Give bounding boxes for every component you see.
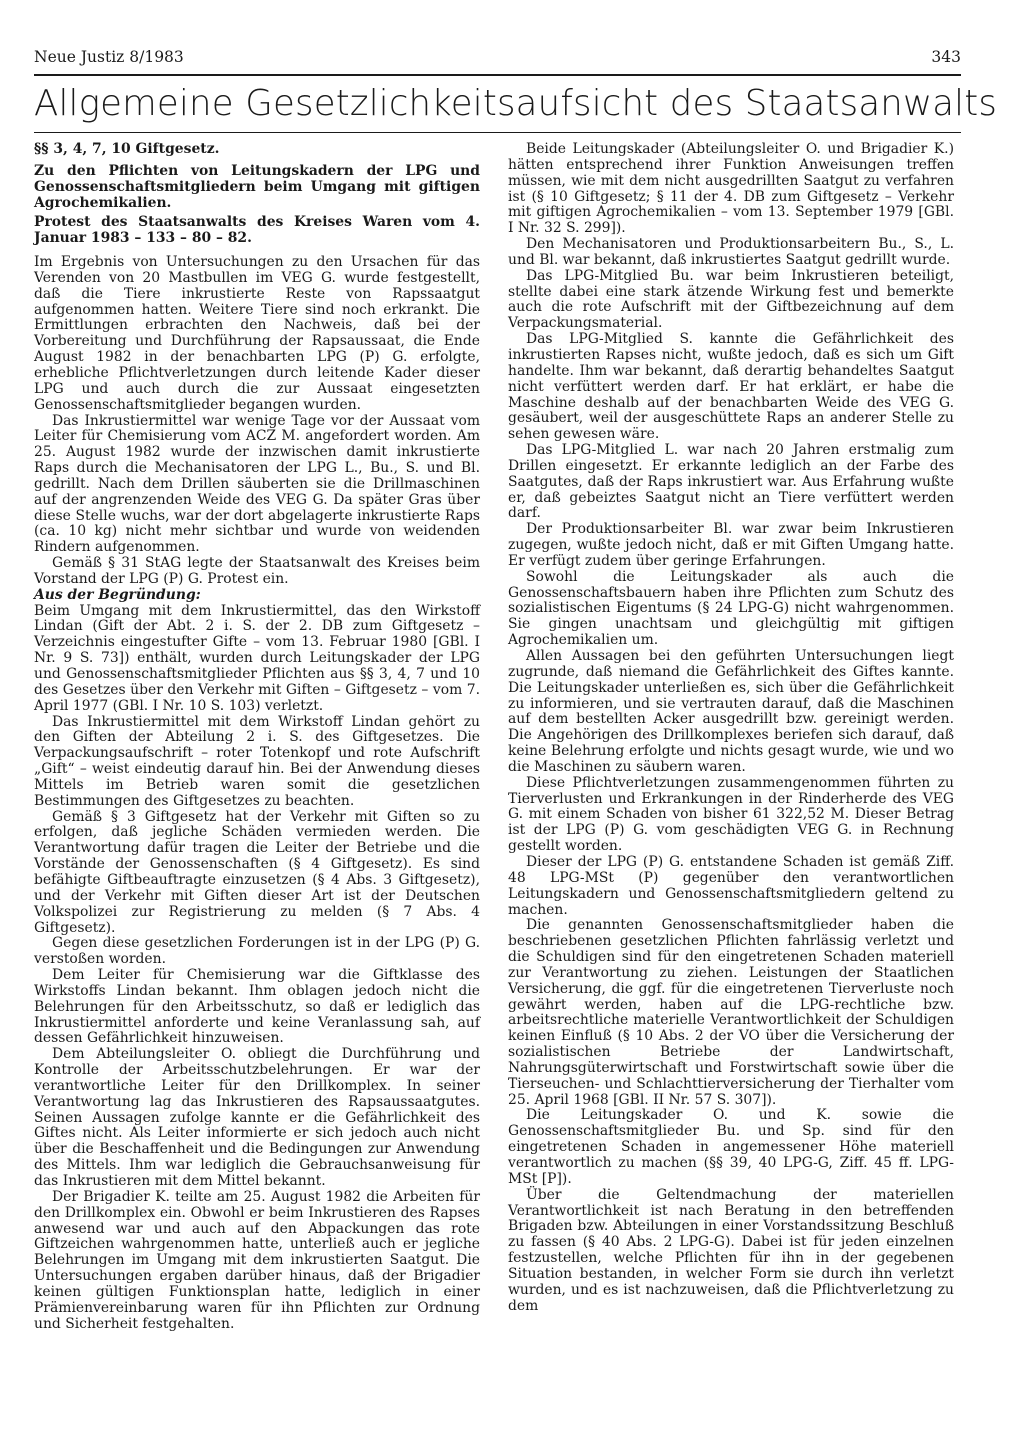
journal-issue: Neue Justiz 8/1983 — [34, 48, 184, 66]
body-paragraph: Das LPG-Mitglied S. kannte die Gefährlichkeit des inkrustierten Rapses nicht, wußte jedoch, daß es sich um Gift handelte. Ihm war bekannt, daß derartig behandeltes Saatgut nicht verfüttert werden darf. Er hat erklärt, er habe die Maschine deshalb auf der benachbarten Weide des VEG G. gesäubert, weil der ausgeschüttete Raps an anderer Stelle zu sehen gewesen wäre. — [508, 331, 954, 443]
section-title: Allgemeine Gesetzlichkeitsaufsicht des Staatsanwalts — [34, 83, 998, 124]
body-paragraph: Diese Pflichtverletzungen zusammengenommen führten zu Tierverlusten und Erkrankungen in der Rinderherde des VEG G. mit einem Schaden von bisher 61 322,52 M. Dieser Betrag ist der LPG (P) G. vom geschädigten VEG G. in Rechnung gestellt worden. — [508, 774, 954, 855]
body-paragraph: Beide Leitungskader (Abteilungsleiter O. und Brigadier K.) hätten entsprechend ihrer Funktion Anweisungen treffen müssen, wie mit dem nicht ausgedrillten Saatgut zu verfahren ist (§ 10 Giftgesetz; § 11 der 4. DB zum Giftgesetz – Verkehr mit giftigen Agrochemikalien – vom 13. September 1979 [GBl. I Nr. 32 S. 299]). — [508, 141, 954, 237]
body-paragraph: Über die Geltendmachung der materiellen Verantwortlichkeit ist nach Beratung in den betreffenden Brigaden bzw. Abteilungen in einer Vorstandssitzung Beschluß zu fassen (§ 40 Abs. 2 LPG-G). Dabei ist für jeden einzelnen festzustellen, welche Pflichten für ihn in der gegebenen Situation bestanden, in welcher Form sie durch ihn verletzt wurden, und es ist nachzuweisen, daß die Pflichtverletzung zu dem — [508, 1186, 954, 1314]
article-lead: Zu den Pflichten von Leitungskadern der LPG und Genossenschaftsmitgliedern beim Umgang mit giftigen Agrochemikalien. — [34, 162, 480, 211]
body-paragraph: Die Leitungskader O. und K. sowie die Genossenschaftsmitglieder Bu. und Sp. sind für den eingetretenen Schaden in angemessener Höhe materiell verantwortlich zu machen (§§ 39, 40 LPG-G, Ziff. 45 ff. LPG-MSt [P]). — [508, 1107, 954, 1187]
column-left — [34, 142, 480, 1332]
body-paragraph: Gemäß § 31 StAG legte der Staatsanwalt des Kreises beim Vorstand der LPG (P) G. Protest ein. — [34, 555, 480, 587]
reasons-paragraph: Dem Leiter für Chemisierung war die Giftklasse des Wirkstoffs Lindan bekannt. Ihm oblagen jedoch nicht die Belehrungen für den Arbeitsschutz, so daß er lediglich das Inkrustiermittel anforderte und keine Veranlassung sah, auf dessen Gefährlichkeit hinzuweisen. — [34, 967, 480, 1047]
reasons-heading: Aus der Begründung: — [34, 586, 201, 603]
body-paragraph: Dieser der LPG (P) G. entstandene Schaden ist gemäß Ziff. 48 LPG-MSt (P) gegenüber den verantwortlichen Leitungskadern und Genossenschaftsmitgliedern geltend zu machen. — [508, 853, 954, 918]
body-paragraph: Sowohl die Leitungskader als auch die Genossenschaftsbauern haben ihre Pflichten zum Schutz des sozialistischen Eigentums (§ 24 LPG-G) nicht wahrgenommen. Sie gingen unachtsam und gleichgültig mit giftigen Agrochemikalien um. — [508, 568, 954, 649]
header-rule — [34, 74, 961, 76]
body-paragraph: Die genannten Genossenschaftsmitglieder haben die beschriebenen gesetzlichen Pflichten fahrlässig verletzt und die Schuldigen sind für den eingetretenen Schaden materiell zur Verantwortung zu ziehen. Leistungen der Staatlichen Versicherung, die ggf. für die eingetretenen Tierverluste noch gewährt werden, haben auf die LPG-rechtliche bzw. arbeitsrechtliche materielle Verantwortlichkeit der Schuldigen keinen Einfluß (§ 10 Abs. 2 der VO über die Versicherung der sozialistischen Betriebe der Landwirtschaft, Nahrungsgüterwirtschaft und Forstwirtschaft sowie über die Tierseuchen- und Schlachttierversicherung der Tierhalter vom 25. April 1968 [GBl. II Nr. 57 S. 307]). — [508, 917, 954, 1108]
article-source: Protest des Staatsanwalts des Kreises Waren vom 4. Januar 1983 – 133 – 80 – 82. — [34, 214, 480, 247]
body-paragraph: Den Mechanisatoren und Produktionsarbeitern Bu., S., L. und Bl. war bekannt, daß inkrustiertes Saatgut gedrillt wurde. — [508, 236, 954, 268]
body-paragraph: Das Inkrustiermittel war wenige Tage vor der Aussaat vom Leiter für Chemisierung vom ACZ M. angefordert worden. Am 25. August 1982 wurde der inzwischen damit inkrustierte Raps durch die Mechanisatoren der LPG L., Bu., S. und Bl. gedrillt. Nach dem Drillen säuberten sie die Drillmaschinen auf der angrenzenden Weide des VEG G. Da später Gras über diese Stelle wuchs, war der dort abgelagerte inkrustierte Raps (ca. 10 kg) nicht mehr sichtbar und wurde von weidenden Rindern aufgenommen. — [34, 412, 480, 556]
reasons-paragraph: Gegen diese gesetzlichen Forderungen ist in der LPG (P) G. verstoßen worden. — [34, 935, 480, 968]
running-header — [34, 48, 961, 70]
title-rule — [34, 132, 961, 133]
body-paragraph: Das LPG-Mitglied Bu. war beim Inkrustieren beteiligt, stellte dabei eine stark ätzende Wirkung fest und bemerkte auch die rote Aufschrift mit der Giftbezeichnung auf dem Verpackungsmaterial. — [508, 267, 954, 332]
page-number: 343 — [931, 48, 961, 66]
body-paragraph: Das LPG-Mitglied L. war nach 20 Jahren erstmalig zum Drillen eingesetzt. Er erkannte lediglich an der Farbe des Saatgutes, daß der Raps inkrustiert war. Aus Erfahrung wußte er, daß gebeiztes Saatgut nicht an Tiere verfüttert werden darf. — [508, 442, 954, 522]
body-paragraph: Im Ergebnis von Untersuchungen zu den Ursachen für das Verenden von 20 Mastbullen im VEG G. wurde festgestellt, daß die Tiere inkrustierte Reste von Rapssaatgut aufgenommen hatten. Weitere Tiere sind noch erkrankt. Die Ermittlungen erbrachten den Nachweis, daß bei der Vorbereitung und Durchführung der Rapsaussaat, die Ende August 1982 in der benachbarten LPG (P) G. erfolgte, erhebliche Pflichtverletzungen durch leitende Kader dieser LPG und auch durch die zur Aussaat eingesetzten Genossenschaftsmitglieder begangen wurden. — [34, 254, 480, 413]
body-paragraph: Der Produktionsarbeiter Bl. war zwar beim Inkrustieren zugegen, wußte jedoch nicht, daß er mit Giften Umgang hatte. Er verfügt zudem über geringe Erfahrungen. — [508, 521, 954, 569]
reasons-paragraph: Das Inkrustiermittel mit dem Wirkstoff Lindan gehört zu den Giften der Abteilung 2 i. S. des Giftgesetzes. Die Verpackungsaufschrift – roter Totenkopf und rote Aufschrift „Gift“ – weist eindeutig darauf hin. Bei der Anwendung dieses Mittels im Betrieb waren somit die gesetzlichen Bestimmungen des Giftgesetzes zu beachten. — [34, 713, 480, 809]
body-paragraph: Allen Aussagen bei den geführten Untersuchungen liegt zugrunde, daß niemand die Gefährlichkeit des Giftes kannte. Die Leitungskader unterließen es, sich über die Gefährlichkeit zu informieren, und sie vertrauten darauf, daß die Maschinen auf dem bestellten Acker ausgedrillt bzw. gereinigt werden. Die Angehörigen des Drillkomplexes beriefen sich darauf, daß keine Belehrung erfolgte und nichts gesagt wurde, wie und wo die Maschinen zu säubern waren. — [508, 648, 954, 775]
column-right — [508, 142, 954, 1314]
reasons-paragraph: Der Brigadier K. teilte am 25. August 1982 die Arbeiten für den Drillkomplex ein. Obwohl er beim Inkrustieren des Rapses anwesend war und auch auf den Abpackungen das rote Giftzeichen wahrgenommen hatte, unterließ auch er jegliche Belehrungen im Umgang mit dem inkrustierten Saatgut. Die Untersuchungen ergaben darüber hinaus, daß der Brigadier keinen gültigen Funktionsplan hatte, lediglich in einer Prämienvereinbarung waren für ihn Pflichten zur Ordnung und Sicherheit festgehalten. — [34, 1188, 480, 1332]
statute-reference: §§ 3, 4, 7, 10 Giftgesetz. — [34, 141, 220, 157]
reasons-paragraph: Gemäß § 3 Giftgesetz hat der Verkehr mit Giften so zu erfolgen, daß jegliche Schäden vermieden werden. Die Verantwortung dafür tragen die Leiter der Betriebe und die Vorstände der Genossenschaften (§ 4 Giftgesetz). Es sind befähigte Giftbeauftragte einzusetzen (§ 4 Abs. 3 Giftgesetz), und der Verkehr mit Giften dieser Art ist der Deutschen Volkspolizei zur Registrierung zu melden (§ 7 Abs. 4 Giftgesetz). — [34, 808, 480, 936]
reasons-intro: Beim Umgang mit dem Inkrustiermittel, das den Wirkstoff Lindan (Gift der Abt. 2 i. S. der 2. DB zum Giftgesetz – Verzeichnis eingestufter Gifte – vom 13. Februar 1980 [GBl. I Nr. 9 S. 73]) enthält, wurden durch Leitungskader der LPG und Genossenschaftsmitglieder Pflichten aus §§ 3, 4, 7 und 10 des Gesetzes über den Verkehr mit Giften – Giftgesetz – vom 7. April 1977 (GBl. I Nr. 10 S. 103) verletzt. — [34, 602, 480, 714]
reasons-paragraph: Dem Abteilungsleiter O. obliegt die Durchführung und Kontrolle der Arbeitsschutzbelehrungen. Er war der verantwortliche Leiter für den Drillkomplex. In seiner Verantwortung lag das Inkrustieren des Rapsaussaatgutes. Seinen Aussagen zufolge kannte er die Gefährlichkeit des Giftes nicht. Als Leiter informierte er sich jedoch auch nicht über die Beschaffenheit und die Bedingungen zur Anwendung des Mittels. Ihm war lediglich die Gebrauchsanweisung für das Inkrustieren mit dem Mittel bekannt. — [34, 1046, 480, 1189]
